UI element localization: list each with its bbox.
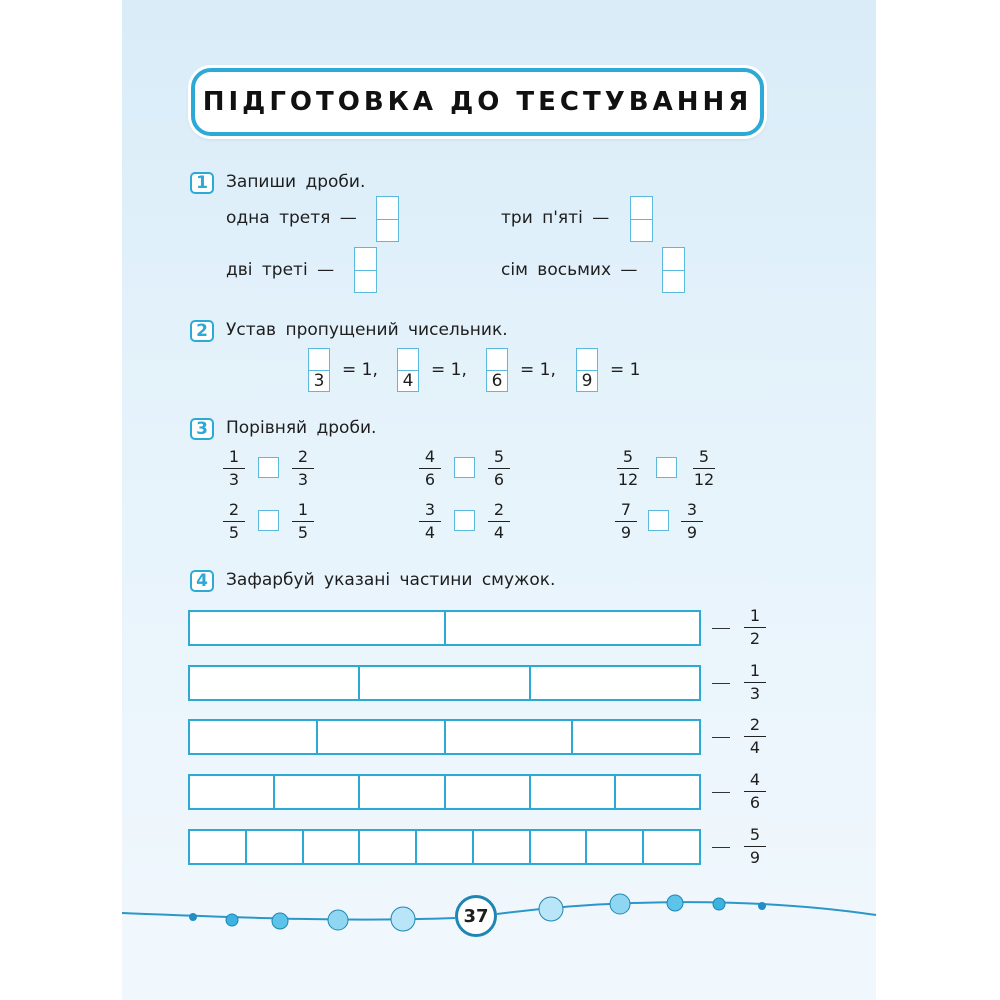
bead-icon	[610, 894, 630, 914]
fraction: 3 9	[678, 500, 706, 543]
bead-icon	[758, 902, 766, 910]
fraction: 2 4	[485, 500, 513, 543]
task-1-item-1: одна третя —	[226, 208, 357, 228]
bead-icon	[713, 898, 725, 910]
task-3-number: 3	[190, 418, 214, 440]
fraction: 3 4	[416, 500, 444, 543]
page-number: 37	[455, 895, 497, 937]
bead-icon	[328, 910, 348, 930]
task-2-number: 2	[190, 320, 214, 342]
equation-text: = 1	[610, 360, 641, 380]
fraction: 1 3	[220, 447, 248, 490]
equation-text: = 1,	[342, 360, 378, 380]
bead-icon	[391, 907, 415, 931]
task-3-title: Порівняй дроби.	[226, 418, 377, 438]
equation-text: = 1,	[431, 360, 467, 380]
denominator: 3	[313, 370, 325, 391]
task-1-title: Запиши дроби.	[226, 172, 366, 192]
bead-icon	[272, 913, 288, 929]
strip-fraction: 2 4	[741, 715, 769, 758]
bead-icon	[667, 895, 683, 911]
fraction: 7 9	[612, 500, 640, 543]
strip-fraction: 5 9	[741, 825, 769, 868]
fraction: 5 12	[693, 447, 715, 489]
task-1-number: 1	[190, 172, 214, 194]
task-4-title: Зафарбуй указані частини смужок.	[226, 570, 556, 590]
fraction: 5 12	[617, 447, 639, 489]
strip-fraction: 1 2	[741, 606, 769, 649]
denominator: 4	[402, 370, 414, 391]
task-4-number: 4	[190, 570, 214, 592]
denominator: 6	[491, 370, 503, 391]
fraction: 4 6	[416, 447, 444, 490]
page-title: ПІДГОТОВКА ДО ТЕСТУВАННЯ	[202, 87, 753, 117]
fraction: 5 6	[485, 447, 513, 490]
task-1-item-3: дві треті —	[226, 260, 335, 280]
task-2-title: Устав пропущений чисельник.	[226, 320, 508, 340]
bead-icon	[539, 897, 563, 921]
bead-icon	[226, 914, 238, 926]
task-1-item-2: три п'яті —	[501, 208, 610, 228]
fraction: 2 5	[220, 500, 248, 543]
strip-fraction: 1 3	[741, 661, 769, 704]
bead-icon	[189, 913, 197, 921]
fraction: 2 3	[289, 447, 317, 490]
strip-fraction: 4 6	[741, 770, 769, 813]
task-1-item-4: сім восьмих —	[501, 260, 638, 280]
fraction: 1 5	[289, 500, 317, 543]
denominator: 9	[581, 370, 593, 391]
equation-text: = 1,	[520, 360, 556, 380]
